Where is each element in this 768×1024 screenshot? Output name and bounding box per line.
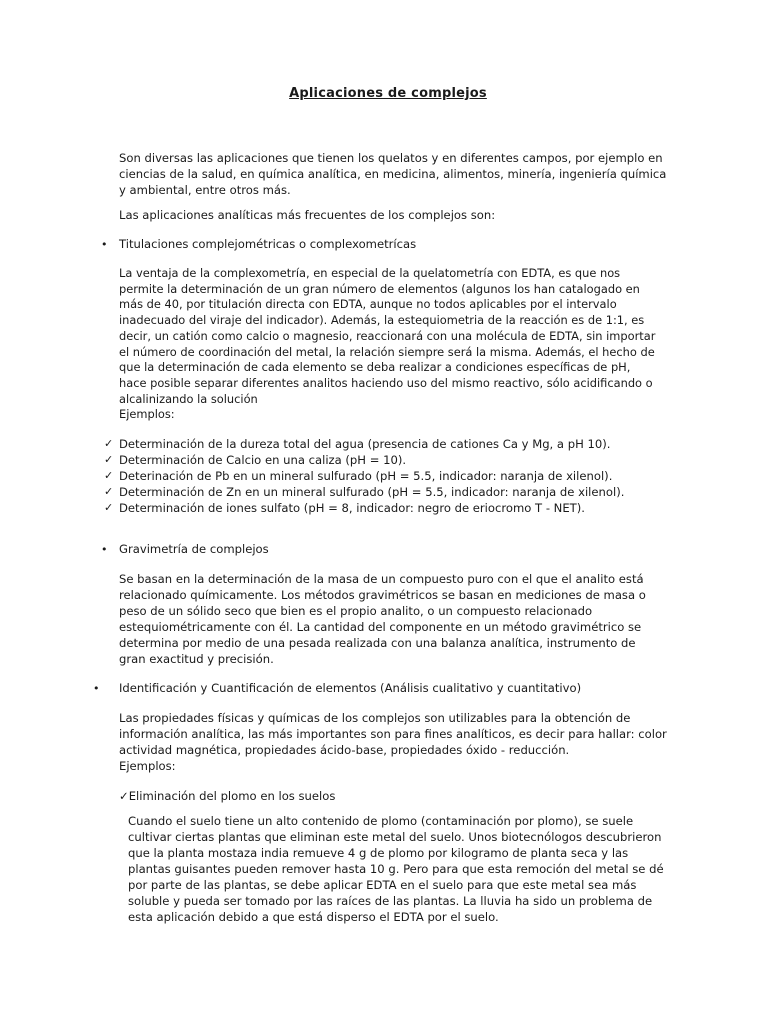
sub-paragraph-line: esta aplicación debido a que está disperso el EDTA por el suelo. bbox=[128, 910, 499, 924]
sub-paragraph-line: plantas guisantes pueden remover hasta 10 g. Pero para que esta remoción del metal se dé bbox=[128, 862, 664, 876]
section3-paragraph bbox=[119, 710, 667, 774]
section1-line: decir, un catión como calcio o magnesio, reaccionará con una molécula de EDTA, sin importar bbox=[119, 328, 656, 343]
example-text: Determinación de la dureza total del agua (presencia de cationes Ca y Mg, a pH 10). bbox=[119, 437, 611, 451]
example-text: Determinación de Calcio en una caliza (pH = 10). bbox=[119, 453, 407, 467]
intro-line: Son diversas las aplicaciones que tienen los quelatos y en diferentes campos, por ejemplo en bbox=[119, 151, 663, 165]
section-heading-gravimetria: Gravimetría de complejos bbox=[119, 542, 269, 556]
document-title: Aplicaciones de complejos bbox=[289, 86, 487, 101]
sub-paragraph-plomo bbox=[128, 813, 664, 925]
section3-line: Ejemplos: bbox=[119, 759, 176, 773]
section1-line: el número de coordinación del metal, la relación siempre será la misma. Además, el hecho de bbox=[119, 344, 655, 359]
analytic-intro-paragraph bbox=[119, 207, 495, 223]
example-text: Determinación de iones sulfato (pH = 8, indicador: negro de eriocromo T - NET). bbox=[119, 501, 585, 515]
section-heading-titulaciones: Titulaciones complejométricas o complexometrícas bbox=[119, 237, 417, 251]
bullet-icon: • bbox=[101, 543, 108, 556]
section1-line: alcalinizando la solución bbox=[119, 391, 258, 406]
section2-paragraph bbox=[119, 571, 646, 667]
sub-heading-plomo: ✓Eliminación del plomo en los suelos bbox=[119, 789, 336, 803]
example-text: Determinación de Zn en un mineral sulfurado (pH = 5.5, indicador: naranja de xilenol). bbox=[119, 485, 625, 499]
checkmark-icon: ✓ bbox=[104, 501, 114, 514]
bullet-icon: • bbox=[93, 682, 100, 695]
section1-line: Ejemplos: bbox=[119, 407, 175, 422]
intro-line: ciencias de la salud, en química analítica, en medicina, alimentos, minería, ingeniería química bbox=[119, 167, 667, 181]
section1-line: La ventaja de la complexometría, en especial de la quelatometría con EDTA, es que nos bbox=[119, 266, 621, 280]
sub-paragraph-line: soluble y pueda ser tomado por las raíces de las plantas. La lluvia ha sido un problema de bbox=[128, 894, 653, 908]
section3-line: información analítica, las más importantes son para fines analíticos, es decir para hallar: color bbox=[119, 727, 667, 741]
checkmark-icon: ✓ bbox=[104, 437, 114, 450]
sub-paragraph-line: Cuando el suelo tiene un alto contenido de plomo (contaminación por plomo), se suele bbox=[128, 814, 634, 828]
intro-paragraph bbox=[119, 150, 666, 198]
section-heading-identificacion: Identificación y Cuantificación de elementos (Análisis cualitativo y cuantitativo) bbox=[119, 681, 582, 695]
bullet-icon: • bbox=[101, 238, 108, 251]
section2-line: determina por medio de una pesada realizada con una balanza analítica, instrumento de bbox=[119, 636, 636, 650]
checkmark-icon: ✓ bbox=[104, 485, 114, 498]
checkmark-icon: ✓ bbox=[104, 453, 114, 466]
section1-line: que la determinación de cada elemento se deba realizar a condiciones específicas de pH, bbox=[119, 360, 631, 375]
section2-line: estequiométricamente con él. La cantidad del componente en un método gravimétrico se bbox=[119, 620, 642, 634]
section1-line: más de 40, por titulación directa con EDTA, aunque no todos aplicables por el intervalo bbox=[119, 297, 617, 312]
section3-line: actividad magnética, propiedades ácido-base, propiedades óxido - reducción. bbox=[119, 743, 570, 757]
section2-line: peso de un sólido seco que bien es el propio analito, o un compuesto relacionado bbox=[119, 604, 593, 618]
sub-paragraph-line: que la planta mostaza india remueve 4 g de plomo por kilogramo de planta seca y las bbox=[128, 846, 629, 860]
sub-paragraph-line: por parte de las plantas, se debe aplicar EDTA en el suelo para que este metal sea más bbox=[128, 878, 637, 892]
example-text: Deterinación de Pb en un mineral sulfurado (pH = 5.5, indicador: naranja de xilenol). bbox=[119, 469, 613, 483]
section1-line: permite la determinación de un gran número de elementos (algunos los han catalogado en bbox=[119, 281, 640, 296]
checkmark-icon: ✓ bbox=[104, 469, 114, 482]
intro-line: y ambiental, entre otros más. bbox=[119, 183, 291, 197]
sub-paragraph-line: cultivar ciertas plantas que eliminan este metal del suelo. Unos biotecnólogos descubrieron bbox=[128, 830, 662, 844]
section1-line: hace posible separar diferentes analitos haciendo uso del mismo reactivo, sólo acidificando o bbox=[119, 375, 653, 390]
section3-line: Las propiedades físicas y químicas de los complejos son utilizables para la obtención de bbox=[119, 711, 631, 725]
section1-line: inadecuado del viraje del indicador). Además, la estequiometria de la reacción es de 1:1, es bbox=[119, 313, 645, 328]
section2-line: relacionado químicamente. Los métodos gravimétricos se basan en mediciones de masa o bbox=[119, 588, 646, 602]
analytic-intro-line: Las aplicaciones analíticas más frecuentes de los complejos son: bbox=[119, 208, 496, 222]
section2-line: gran exactitud y precisión. bbox=[119, 652, 274, 666]
section2-line: Se basan en la determinación de la masa de un compuesto puro con el que el analito está bbox=[119, 572, 644, 586]
section1-paragraph bbox=[119, 266, 655, 423]
